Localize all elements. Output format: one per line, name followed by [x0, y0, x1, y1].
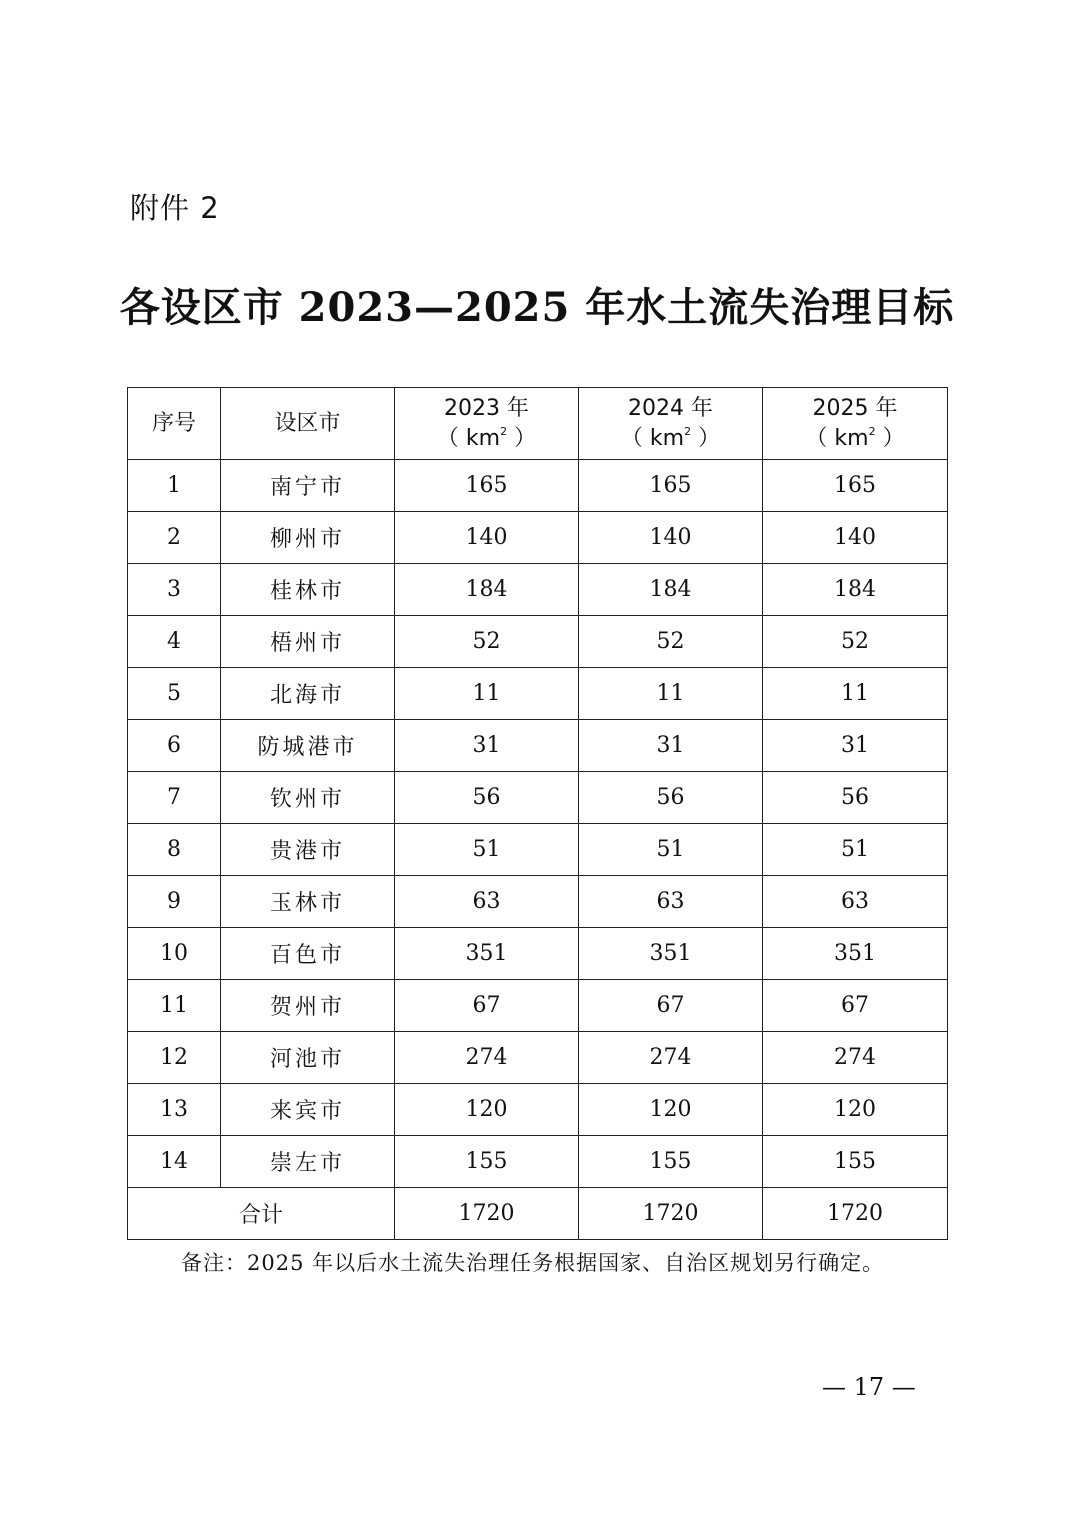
header-year-2023: [395, 388, 579, 460]
table-row: [128, 980, 948, 1032]
cell-2024: 165: [579, 460, 763, 512]
cell-2024: 155: [579, 1136, 763, 1188]
cell-index: 5: [128, 668, 221, 720]
unit-open: （ km: [805, 425, 869, 451]
cell-2025: 165: [763, 460, 948, 512]
table-row: [128, 512, 948, 564]
header-unit: [395, 424, 578, 454]
total-2024: 1720: [579, 1188, 763, 1240]
page-number: — 17 —: [822, 1373, 916, 1401]
unit-close: ）: [875, 425, 905, 451]
cell-city: 河池市: [221, 1032, 395, 1084]
cell-index: 1: [128, 460, 221, 512]
cell-city: 玉林市: [221, 876, 395, 928]
cell-2025: 274: [763, 1032, 948, 1084]
cell-2024: 120: [579, 1084, 763, 1136]
table-body: [128, 460, 948, 1240]
cell-city: 梧州市: [221, 616, 395, 668]
table-row: [128, 1032, 948, 1084]
cell-index: 2: [128, 512, 221, 564]
cell-index: 12: [128, 1032, 221, 1084]
cell-2024: 51: [579, 824, 763, 876]
cell-2025: 351: [763, 928, 948, 980]
table-row: [128, 564, 948, 616]
unit-close: ）: [507, 425, 537, 451]
cell-2025: 155: [763, 1136, 948, 1188]
unit-superscript: 2: [684, 424, 692, 438]
cell-2025: 184: [763, 564, 948, 616]
unit-superscript: 2: [500, 424, 508, 438]
cell-2023: 274: [395, 1032, 579, 1084]
unit-close: ）: [691, 425, 721, 451]
table-row: [128, 1084, 948, 1136]
table-note: 备注：2025 年以后水土流失治理任务根据国家、自治区规划另行确定。: [181, 1251, 885, 1275]
table-row: [128, 1136, 948, 1188]
cell-index: 13: [128, 1084, 221, 1136]
cell-2025: 11: [763, 668, 948, 720]
header-city: 设区市: [221, 388, 395, 460]
table-row: [128, 876, 948, 928]
unit-superscript: 2: [868, 424, 876, 438]
total-2023: 1720: [395, 1188, 579, 1240]
cell-2025: 67: [763, 980, 948, 1032]
cell-city: 崇左市: [221, 1136, 395, 1188]
cell-city: 百色市: [221, 928, 395, 980]
cell-2024: 67: [579, 980, 763, 1032]
targets-table: [127, 387, 948, 1240]
unit-open: （ km: [620, 425, 685, 451]
table-row: [128, 928, 948, 980]
cell-index: 11: [128, 980, 221, 1032]
total-label: 合计: [128, 1188, 395, 1240]
cell-index: 10: [128, 928, 221, 980]
cell-2025: 140: [763, 512, 948, 564]
total-2025: 1720: [763, 1188, 948, 1240]
cell-city: 北海市: [221, 668, 395, 720]
table-row: [128, 720, 948, 772]
cell-2023: 67: [395, 980, 579, 1032]
header-year-label: 2024 年: [628, 395, 713, 421]
cell-2024: 31: [579, 720, 763, 772]
cell-index: 14: [128, 1136, 221, 1188]
cell-city: 桂林市: [221, 564, 395, 616]
cell-2023: 184: [395, 564, 579, 616]
attachment-label: 附件 2: [130, 191, 220, 225]
cell-2023: 52: [395, 616, 579, 668]
cell-2023: 155: [395, 1136, 579, 1188]
cell-2025: 120: [763, 1084, 948, 1136]
cell-city: 防城港市: [221, 720, 395, 772]
table-row: [128, 460, 948, 512]
cell-2024: 52: [579, 616, 763, 668]
cell-2025: 31: [763, 720, 948, 772]
cell-city: 来宾市: [221, 1084, 395, 1136]
cell-index: 3: [128, 564, 221, 616]
cell-city: 贵港市: [221, 824, 395, 876]
cell-2024: 351: [579, 928, 763, 980]
cell-city: 柳州市: [221, 512, 395, 564]
document-title: 各设区市 2023—2025 年水土流失治理目标: [119, 284, 955, 331]
cell-index: 7: [128, 772, 221, 824]
table-header: [128, 388, 948, 460]
cell-2023: 140: [395, 512, 579, 564]
total-row: [128, 1188, 948, 1240]
table-row: [128, 824, 948, 876]
cell-2025: 56: [763, 772, 948, 824]
table-row: [128, 668, 948, 720]
header-index: 序号: [128, 388, 221, 460]
cell-2024: 63: [579, 876, 763, 928]
cell-2023: 63: [395, 876, 579, 928]
cell-2024: 56: [579, 772, 763, 824]
cell-2023: 51: [395, 824, 579, 876]
cell-2023: 11: [395, 668, 579, 720]
cell-2025: 52: [763, 616, 948, 668]
table-row: [128, 772, 948, 824]
cell-2024: 184: [579, 564, 763, 616]
cell-2025: 63: [763, 876, 948, 928]
header-unit: [763, 424, 947, 454]
header-year-2025: [763, 388, 948, 460]
header-year-2024: [579, 388, 763, 460]
cell-2024: 11: [579, 668, 763, 720]
cell-2024: 274: [579, 1032, 763, 1084]
cell-city: 贺州市: [221, 980, 395, 1032]
cell-2023: 120: [395, 1084, 579, 1136]
table-row: [128, 616, 948, 668]
cell-city: 钦州市: [221, 772, 395, 824]
header-row: [128, 388, 948, 460]
cell-index: 4: [128, 616, 221, 668]
cell-2025: 51: [763, 824, 948, 876]
cell-2024: 140: [579, 512, 763, 564]
cell-index: 8: [128, 824, 221, 876]
cell-2023: 351: [395, 928, 579, 980]
header-year-label: 2023 年: [444, 395, 529, 421]
unit-open: （ km: [436, 425, 501, 451]
cell-2023: 165: [395, 460, 579, 512]
header-unit: [579, 424, 762, 454]
cell-2023: 31: [395, 720, 579, 772]
cell-2023: 56: [395, 772, 579, 824]
header-year-label: 2025 年: [812, 395, 898, 421]
cell-index: 9: [128, 876, 221, 928]
cell-city: 南宁市: [221, 460, 395, 512]
cell-index: 6: [128, 720, 221, 772]
